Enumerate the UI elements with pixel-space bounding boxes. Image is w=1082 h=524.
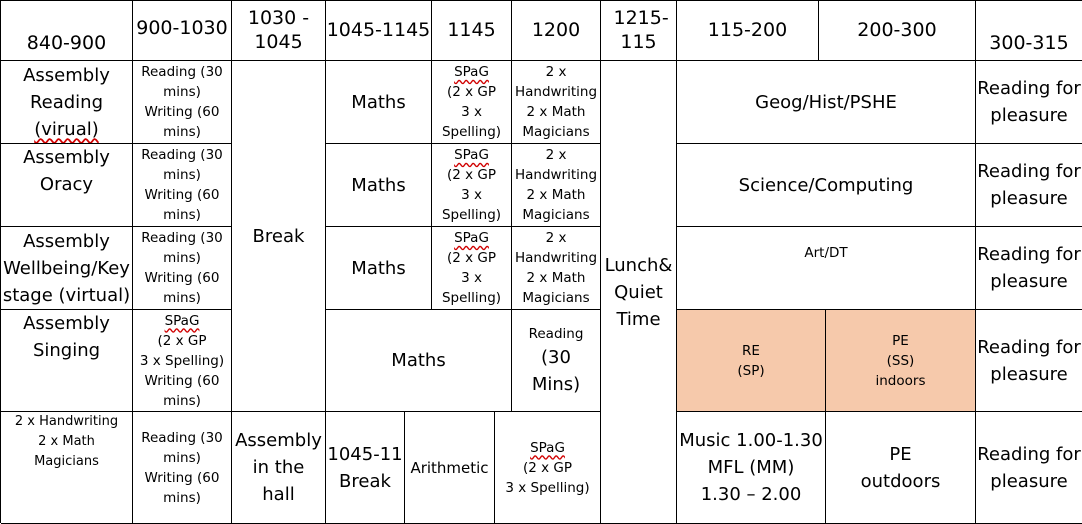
row5-spag: SPaG (2 x GP 3 x Spelling) xyxy=(495,412,601,524)
header-1030-1045: 1030 - 1045 xyxy=(232,1,326,61)
row3-spag: SPaG (2 x GP 3 x Spelling) xyxy=(432,227,512,310)
row4-reading-pleasure: Reading for pleasure xyxy=(976,310,1082,412)
row1-reading-writing: Reading (30 mins) Writing (60 mins) xyxy=(133,61,232,144)
row3-reading-writing: Reading (30 mins) Writing (60 mins) xyxy=(133,227,232,310)
row5-assembly-hall: Assembly in the hall xyxy=(232,412,326,524)
row1-maths: Maths xyxy=(326,61,432,144)
row4-maths: Maths xyxy=(326,310,512,412)
header-200-300: 200-300 xyxy=(819,1,976,61)
header-1200: 1200 xyxy=(512,1,601,61)
header-1215-115: 1215-115 xyxy=(601,1,677,61)
row1-handwriting: 2 x Handwriting 2 x Math Magicians xyxy=(512,61,601,144)
row5-reading-pleasure: Reading for pleasure xyxy=(976,412,1082,524)
row1-spag: SPaG (2 x GP 3 x Spelling) xyxy=(432,61,512,144)
row4-reading: Reading (30 Mins) xyxy=(512,310,601,412)
header-900-1030: 900-1030 xyxy=(133,1,232,61)
row4-assembly: Assembly Singing xyxy=(1,310,133,412)
row5-arithmetic: Arithmetic xyxy=(405,412,495,524)
row5-pe-outdoors: PE outdoors xyxy=(826,412,976,524)
row3-handwriting: 2 x Handwriting 2 x Math Magicians xyxy=(512,227,601,310)
row1-reading-pleasure: Reading for pleasure xyxy=(976,61,1082,144)
row5-music-mfl: Music 1.00-1.30 MFL (MM) 1.30 – 2.00 xyxy=(677,412,826,524)
row4-spag-writing: SPaG (2 x GP 3 x Spelling) Writing (60 mins) xyxy=(133,310,232,412)
header-840-900: 840-900 xyxy=(1,1,133,61)
row3-reading-pleasure: Reading for pleasure xyxy=(976,227,1082,310)
header-300-315: 300-315 xyxy=(976,1,1082,61)
lunch-cell: Lunch& Quiet Time xyxy=(601,61,677,524)
row1-assembly: Assembly Reading (virual) xyxy=(1,61,133,144)
row2-assembly: Assembly Oracy xyxy=(1,144,133,227)
row3-maths: Maths xyxy=(326,227,432,310)
row3-assembly: Assembly Wellbeing/Key stage (virtual) xyxy=(1,227,133,310)
row2-reading-pleasure: Reading for pleasure xyxy=(976,144,1082,227)
row4-re: RE (SP) xyxy=(677,310,826,412)
row5-break: 1045-11 Break xyxy=(326,412,405,524)
row4-pe-indoors: PE (SS) indoors xyxy=(826,310,976,412)
header-1145: 1145 xyxy=(432,1,512,61)
row2-spag: SPaG (2 x GP 3 x Spelling) xyxy=(432,144,512,227)
row2-maths: Maths xyxy=(326,144,432,227)
row2-handwriting: 2 x Handwriting 2 x Math Magicians xyxy=(512,144,601,227)
header-115-200: 115-200 xyxy=(677,1,819,61)
row2-reading-writing: Reading (30 mins) Writing (60 mins) xyxy=(133,144,232,227)
row1-afternoon: Geog/Hist/PSHE xyxy=(677,61,976,144)
row2-afternoon: Science/Computing xyxy=(677,144,976,227)
row5-handwriting: 2 x Handwriting 2 x Math Magicians xyxy=(1,412,133,524)
row3-afternoon: Art/DT xyxy=(677,227,976,310)
header-1045-1145: 1045-1145 xyxy=(326,1,432,61)
break-cell: Break xyxy=(232,61,326,412)
row5-reading-writing: Reading (30 mins) Writing (60 mins) xyxy=(133,412,232,524)
